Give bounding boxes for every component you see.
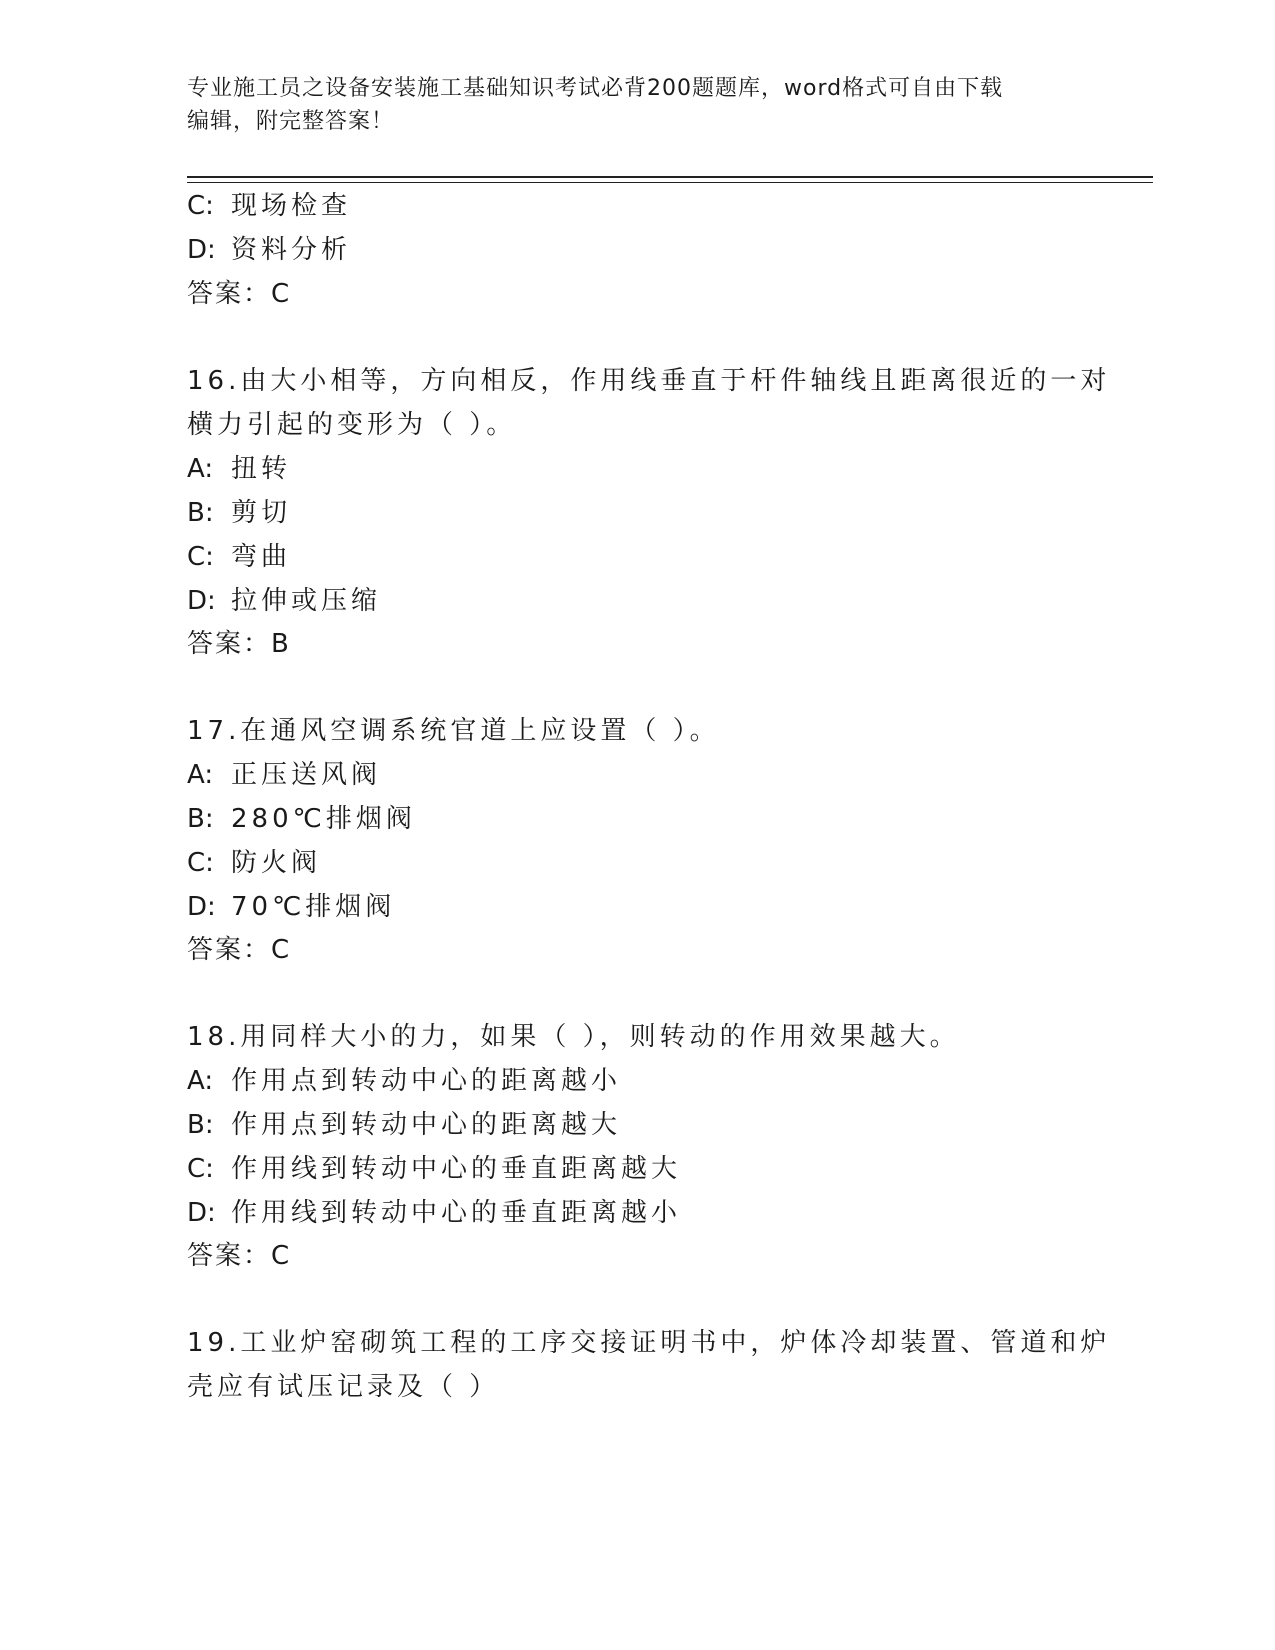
option-key: C: xyxy=(187,191,214,221)
option-d xyxy=(187,234,351,266)
option-key: A: xyxy=(187,1066,214,1096)
option-key: B: xyxy=(187,804,214,834)
answer-line xyxy=(187,628,291,660)
option-c xyxy=(187,1153,681,1185)
question-stem-line: 18.用同样大小的力，如果（ ），则转动的作用效果越大。 xyxy=(187,1022,960,1052)
option-text: 70℃排烟阀 xyxy=(231,892,396,922)
option-a xyxy=(187,453,291,485)
option-key: A: xyxy=(187,454,214,484)
option-text: 扭转 xyxy=(231,454,292,484)
option-text: 拉伸或压缩 xyxy=(231,586,382,616)
answer-line xyxy=(187,1240,291,1272)
answer-label: 答案： xyxy=(187,629,272,659)
header-divider-top xyxy=(187,176,1153,178)
answer-value: C xyxy=(271,1241,292,1271)
answer-label: 答案： xyxy=(187,1241,272,1271)
option-text: 280℃排烟阀 xyxy=(231,804,416,834)
option-text: 作用线到转动中心的垂直距离越大 xyxy=(231,1154,682,1184)
option-key: D: xyxy=(187,235,216,265)
question-stem-line: 17.在通风空调系统官道上应设置（ ）。 xyxy=(187,716,720,746)
option-d xyxy=(187,585,381,617)
question-stem-line: 16.由大小相等，方向相反，作用线垂直于杆件轴线且距离很近的一对 xyxy=(187,366,1111,396)
option-a xyxy=(187,759,381,791)
option-key: B: xyxy=(187,1110,214,1140)
question-stem-line: 19.工业炉窑砌筑工程的工序交接证明书中，炉体冷却装置、管道和炉 xyxy=(187,1328,1111,1358)
option-c xyxy=(187,847,321,879)
option-text: 作用点到转动中心的距离越小 xyxy=(231,1066,622,1096)
option-key: B: xyxy=(187,498,214,528)
option-key: D: xyxy=(187,1198,216,1228)
question-stem-line: 横力引起的变形为（ ）。 xyxy=(187,410,517,440)
answer-value: B xyxy=(271,629,291,659)
header-line-2: 编辑，附完整答案！ xyxy=(187,109,395,134)
answer-label: 答案： xyxy=(187,935,272,965)
document-header xyxy=(187,72,1087,138)
answer-value: C xyxy=(271,279,292,309)
question-stem-line: 壳应有试压记录及（ ） xyxy=(187,1372,500,1402)
option-b xyxy=(187,497,291,529)
option-b xyxy=(187,1109,621,1141)
option-key: D: xyxy=(187,586,216,616)
option-text: 弯曲 xyxy=(231,542,292,572)
option-key: A: xyxy=(187,760,214,790)
option-text: 剪切 xyxy=(231,498,292,528)
option-a xyxy=(187,1065,621,1097)
option-d xyxy=(187,1197,681,1229)
answer-value: C xyxy=(271,935,292,965)
header-divider-bottom xyxy=(187,182,1153,183)
answer-line xyxy=(187,278,291,310)
option-key: D: xyxy=(187,892,216,922)
option-text: 防火阀 xyxy=(231,848,322,878)
option-key: C: xyxy=(187,848,214,878)
answer-label: 答案： xyxy=(187,279,272,309)
answer-line xyxy=(187,934,291,966)
header-line-1: 专业施工员之设备安装施工基础知识考试必背200题题库，word格式可自由下载 xyxy=(187,76,1004,101)
option-text: 正压送风阀 xyxy=(231,760,382,790)
option-key: C: xyxy=(187,1154,214,1184)
option-key: C: xyxy=(187,542,214,572)
option-d xyxy=(187,891,395,923)
option-c xyxy=(187,190,351,222)
option-text: 现场检查 xyxy=(231,191,352,221)
option-c xyxy=(187,541,291,573)
option-b xyxy=(187,803,416,835)
option-text: 资料分析 xyxy=(231,235,352,265)
option-text: 作用点到转动中心的距离越大 xyxy=(231,1110,622,1140)
option-text: 作用线到转动中心的垂直距离越小 xyxy=(231,1198,682,1228)
